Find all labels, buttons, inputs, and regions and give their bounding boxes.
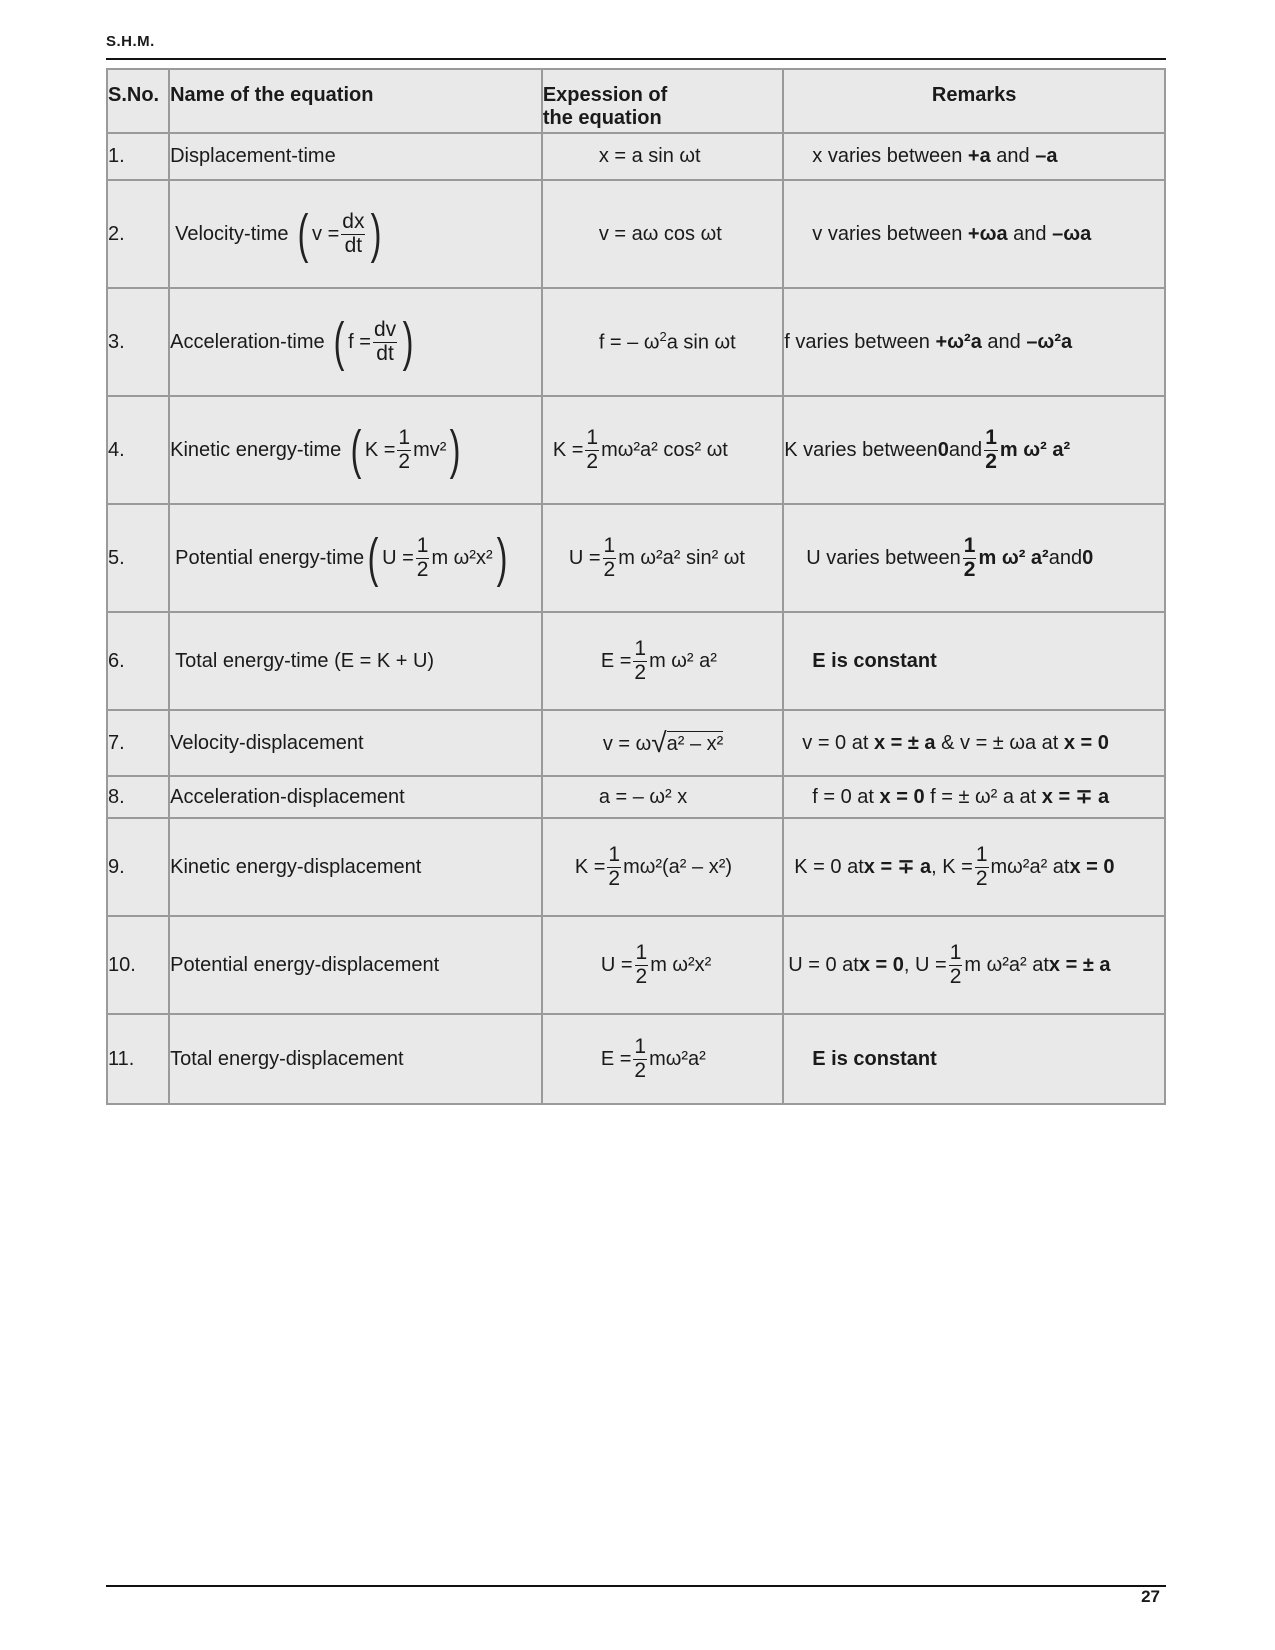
row-number: 1.: [107, 133, 169, 180]
definition-rhs: mv²: [413, 438, 447, 461]
definition-lhs: K =: [364, 438, 396, 461]
row-number: 9.: [107, 818, 169, 916]
column-header-sno: S.No.: [107, 69, 169, 133]
open-paren: (: [350, 420, 362, 480]
expression-fraction: $\frac{1}{2}$: [586, 426, 599, 473]
close-paren: ): [402, 312, 414, 372]
definition-fraction: $\frac{dx}{dt}$: [342, 210, 365, 257]
equation-name: Total energy-time (E = K + U): [169, 612, 542, 710]
equation-remark: U varies between $\frac{1}{2}$ m ω² a²and0: [783, 504, 1165, 612]
expression-fraction: $\frac{1}{2}$: [634, 637, 647, 684]
table-row: [107, 396, 1165, 504]
column-header-remarks: Remarks: [783, 69, 1165, 133]
remark-fraction: $\frac{1}{2}$: [985, 426, 997, 473]
equation-name: Velocity-displacement: [169, 710, 542, 776]
row-number: 6.: [107, 612, 169, 710]
equation-expression: a = – ω² x: [542, 776, 783, 818]
definition-fraction: $\frac{1}{2}$: [398, 426, 411, 473]
equation-remark: f = 0 at x = 0 f = ± ω² a at x = ∓ a: [783, 776, 1165, 818]
column-header-name: Name of the equation: [169, 69, 542, 133]
header-rule: [106, 58, 1166, 60]
row-number: 7.: [107, 710, 169, 776]
equation-remark: f varies between +ω²a and –ω²a: [783, 288, 1165, 396]
equation-expression: K = $\frac{1}{2}$ mω²a² cos² ωt: [542, 396, 783, 504]
equation-expression: f = – $\omega^2a$ sin ωt: [542, 288, 783, 396]
equation-remark: K = 0 atx = ∓ a, K = $\frac{1}{2}$ mω²a² atx = 0: [783, 818, 1165, 916]
expression-fraction: $\frac{1}{2}$: [608, 843, 621, 890]
equation-expression: E = $\frac{1}{2}$ m ω² a²: [542, 612, 783, 710]
definition-lhs: f =: [348, 330, 371, 353]
table-row: [107, 133, 1165, 180]
definition-fraction: $\frac{dv}{dt}$: [373, 318, 397, 365]
equation-remark: E is constant: [783, 612, 1165, 710]
table-row: [107, 1014, 1165, 1104]
equation-remark: U = 0 atx = 0, U = $\frac{1}{2}$ m ω²a² atx = ± a: [783, 916, 1165, 1014]
equation-expression: x = a sin ωt: [542, 133, 783, 180]
definition-fraction: $\frac{1}{2}$: [416, 534, 429, 581]
equation-expression: E = $\frac{1}{2}$ mω²a²: [542, 1014, 783, 1104]
equation-expression: K = $\frac{1}{2}$ mω²(a² – x²): [542, 818, 783, 916]
table-row: [107, 288, 1165, 396]
row-number: 10.: [107, 916, 169, 1014]
row-number: 4.: [107, 396, 169, 504]
definition-lhs: U =: [382, 546, 414, 569]
row-number: 5.: [107, 504, 169, 612]
remark-fraction: $\frac{1}{2}$: [949, 941, 962, 988]
expression-fraction: $\frac{1}{2}$: [635, 941, 648, 988]
equation-name: Kinetic energy-displacement: [169, 818, 542, 916]
column-header-expression: Expession of the equation: [542, 69, 783, 133]
open-paren: (: [367, 528, 379, 588]
equation-name: Total energy-displacement: [169, 1014, 542, 1104]
table-row: [107, 776, 1165, 818]
table-row: [107, 612, 1165, 710]
equation-remark: E is constant: [783, 1014, 1165, 1104]
equation-expression: U = $\frac{1}{2}$ m ω²x²: [542, 916, 783, 1014]
table-row: [107, 180, 1165, 288]
row-number: 2.: [107, 180, 169, 288]
close-paren: ): [496, 528, 507, 588]
table-row: [107, 916, 1165, 1014]
open-paren: (: [297, 204, 309, 264]
footer-rule: [106, 1585, 1166, 1587]
close-paren: ): [371, 204, 382, 264]
remark-fraction: $\frac{1}{2}$: [975, 843, 988, 890]
expression-fraction: $\frac{1}{2}$: [634, 1035, 647, 1082]
equation-name: Kinetic energy-time ( K = $\frac{1}{2}$ mv²): [169, 396, 542, 504]
close-paren: ): [450, 420, 461, 480]
table-row: [107, 818, 1165, 916]
definition-rhs: m ω²x²: [431, 546, 493, 569]
equation-name: Potential energy-displacement: [169, 916, 542, 1014]
page-number: 27: [1141, 1587, 1160, 1606]
shm-equations-table: [106, 68, 1166, 1105]
table-row: [107, 710, 1165, 776]
expression-fraction: $\frac{1}{2}$: [603, 534, 616, 581]
equation-remark: v = 0 at x = ± a & v = ± ωa at x = 0: [783, 710, 1165, 776]
equation-expression: v = aω cos ωt: [542, 180, 783, 288]
equation-expression: v = ω√a² – x²: [542, 710, 783, 776]
equation-remark: x varies between +a and –a: [783, 133, 1165, 180]
row-number: 8.: [107, 776, 169, 818]
equation-remark: v varies between +ωa and –ωa: [783, 180, 1165, 288]
running-head: S.H.M.: [106, 33, 155, 50]
equation-remark: K varies between0and $\frac{1}{2}$ m ω² a²: [783, 396, 1165, 504]
row-number: 3.: [107, 288, 169, 396]
equation-name: Acceleration-displacement: [169, 776, 542, 818]
equation-name: Acceleration-time ( f = $\frac{dv}{dt}$ ): [169, 288, 542, 396]
definition-lhs: v =: [312, 222, 340, 245]
equation-name: Velocity-time ( v = $\frac{dx}{dt}$ ): [169, 180, 542, 288]
table-row: [107, 504, 1165, 612]
table-header-row: [107, 69, 1165, 133]
equation-name: Displacement-time: [169, 133, 542, 180]
square-root: √a² – x²: [651, 726, 724, 758]
equation-expression: U = $\frac{1}{2}$ m ω²a² sin² ωt: [542, 504, 783, 612]
row-number: 11.: [107, 1014, 169, 1104]
remark-fraction: $\frac{1}{2}$: [963, 534, 976, 581]
open-paren: (: [333, 312, 345, 372]
equation-name: Potential energy-time( U = $\frac{1}{2}$ m ω²x²): [169, 504, 542, 612]
